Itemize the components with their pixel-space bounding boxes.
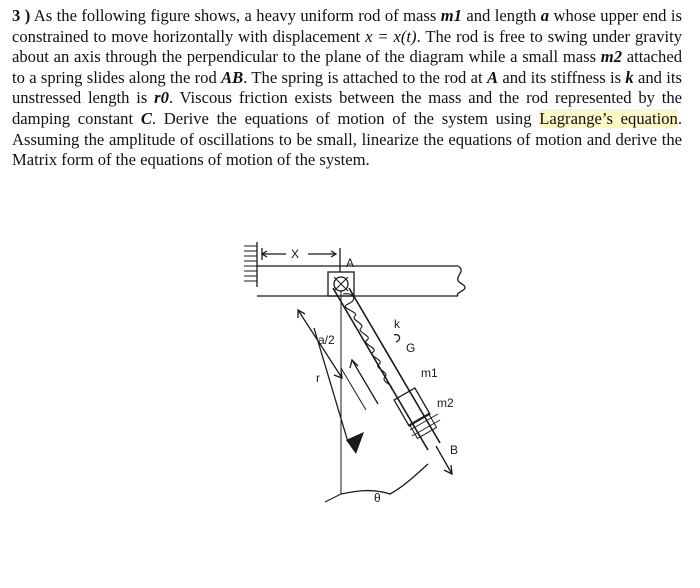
problem-text-1: As the following figure shows, a heavy uniform rod of mass [33,6,441,25]
label-x: X [291,247,300,261]
g-marker-arc [394,335,400,342]
rod-spring-diagram [240,232,500,532]
half-length-arrow-top [298,310,305,318]
label-a-half: a/2 [318,333,335,347]
symbol-m1: m1 [440,6,462,25]
label-m2: m2 [437,396,454,410]
symbol-k: k [625,67,634,87]
rail-break-line [457,266,465,296]
problem-number: 3 ) [12,6,31,25]
inner-arrowhead [346,432,364,454]
mass-m2-block [394,388,430,426]
problem-statement [12,6,682,171]
label-b: B [450,443,459,457]
problem-text-5: attached to a spring slides along the rod [12,47,682,87]
label-a-point: A [346,256,355,270]
diagram-svg [240,232,500,532]
label-k: k [394,317,400,331]
theta-tick [325,494,341,502]
label-m1: m1 [421,366,438,380]
problem-text-4: . The rod is free to swing under gravity about an axis through the perpendicular to the plane of the diagram while a small mass [12,26,683,67]
problem-text-2: and length [461,6,541,25]
problem-text-10: . Derive the equations of motion of the system using [151,108,540,128]
problem-text-8: and its unstressed length is [12,67,682,108]
pivot-cross [334,277,348,291]
label-r: r [316,371,320,385]
equation-x-of-t: x = x(t) [365,26,417,46]
problem-text-6: . The spring is attached to the rod at [243,67,487,87]
symbol-r0: r0 [154,88,169,108]
highlighted-lagrange: Lagrange’s equation [539,108,678,128]
theta-arc [341,464,428,494]
r-dimension [352,360,378,404]
wall-hatch [244,246,257,281]
symbol-a: a [540,6,550,25]
problem-text-11: . Assuming the amplitude of oscillations to be small, linearize the equations of motion and derive the Matrix form of the equations of motion of the system. [12,108,682,170]
symbol-ab: AB [221,67,244,87]
problem-text-7: and its stiffness is [498,67,626,87]
inner-dimension-guide [341,368,366,410]
symbol-C: C [140,108,152,128]
symbol-A: A [486,67,499,87]
label-theta: θ [374,491,381,505]
label-g: G [406,341,416,355]
problem-text-3: whose upper end is constrained to move horizontally with displacement [12,6,682,46]
problem-text-9: . Viscous friction exists between the mass and the rod represented by the damping constant [12,88,682,128]
symbol-m2: m2 [600,47,622,67]
